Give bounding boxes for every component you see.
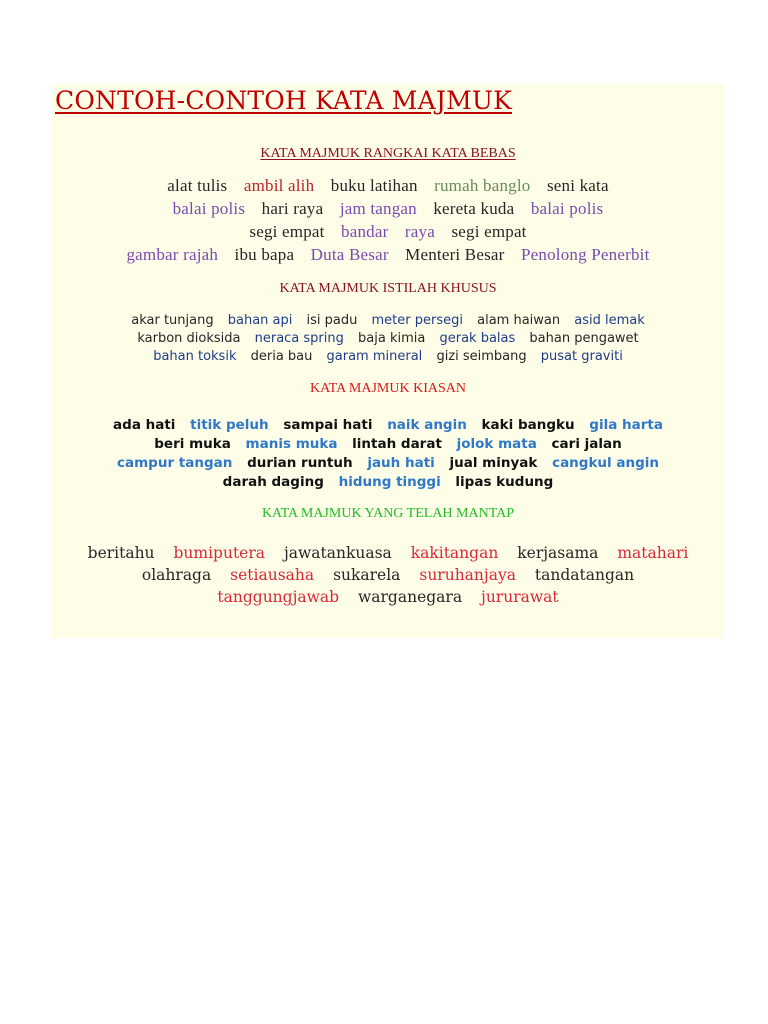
word-item: jawatankuasa	[283, 544, 392, 562]
word-item: isi padu	[306, 313, 358, 328]
content-panel	[52, 84, 724, 638]
word-row	[52, 566, 724, 584]
word-item: sukarela	[333, 566, 401, 584]
word-item: gerak balas	[439, 331, 516, 346]
word-item: rumah banglo	[434, 176, 531, 195]
word-row	[52, 349, 724, 364]
word-item: kereta kuda	[433, 199, 515, 218]
word-item: Duta Besar	[310, 245, 389, 264]
word-item: warganegara	[358, 588, 463, 606]
word-row	[52, 455, 724, 471]
word-item: jolok mata	[456, 436, 537, 452]
section-heading-rangkai-kata-bebas: KATA MAJMUK RANGKAI KATA BEBAS	[260, 146, 516, 161]
word-item: ada hati	[113, 417, 176, 433]
word-item: darah daging	[222, 474, 324, 490]
word-item: titik peluh	[190, 417, 269, 433]
word-row	[52, 331, 724, 346]
word-item: meter persegi	[371, 313, 463, 328]
word-item: balai polis	[172, 199, 246, 218]
word-item: pusat graviti	[540, 349, 623, 364]
word-item: lipas kudung	[455, 474, 554, 490]
page-title: CONTOH-CONTOH KATA MAJMUK	[55, 86, 513, 115]
word-item: bandar	[341, 222, 389, 241]
word-item: jam tangan	[339, 199, 417, 218]
word-item: kerjasama	[517, 544, 599, 562]
word-item: balai polis	[530, 199, 604, 218]
word-item: asid lemak	[574, 313, 645, 328]
word-item: jual minyak	[449, 455, 538, 471]
word-row	[52, 199, 724, 219]
word-item: beri muka	[154, 436, 231, 452]
word-item: lintah darat	[352, 436, 442, 452]
word-item: manis muka	[245, 436, 338, 452]
word-item: baja kimia	[358, 331, 426, 346]
word-item: gila harta	[589, 417, 663, 433]
word-row	[52, 176, 724, 196]
word-item: bumiputera	[173, 544, 266, 562]
word-item: Penolong Penerbit	[520, 245, 650, 264]
word-item: segi empat	[451, 222, 527, 241]
word-item: seni kata	[546, 176, 609, 195]
word-item: alat tulis	[167, 176, 228, 195]
word-item: matahari	[617, 544, 689, 562]
word-item: Menteri Besar	[405, 245, 505, 264]
word-item: kaki bangku	[481, 417, 575, 433]
word-item: bahan toksik	[153, 349, 237, 364]
word-item: beritahu	[87, 544, 155, 562]
word-item: cari jalan	[551, 436, 622, 452]
word-item: cangkul angin	[552, 455, 659, 471]
word-item: alam haiwan	[477, 313, 561, 328]
word-item: jauh hati	[367, 455, 435, 471]
word-row	[52, 245, 724, 265]
word-item: raya	[404, 222, 435, 241]
word-row	[52, 588, 724, 606]
section-heading-kiasan: KATA MAJMUK KIASAN	[309, 381, 466, 396]
word-item: karbon dioksida	[137, 331, 241, 346]
word-item: ibu bapa	[234, 245, 295, 264]
word-item: hari raya	[261, 199, 324, 218]
word-item: bahan pengawet	[529, 331, 639, 346]
section-heading-telah-mantap: KATA MAJMUK YANG TELAH MANTAP	[261, 506, 515, 521]
word-item: hidung tinggi	[338, 474, 441, 490]
word-item: jururawat	[481, 588, 559, 606]
word-item: tandatangan	[534, 566, 635, 584]
word-item: neraca spring	[254, 331, 344, 346]
word-item: kakitangan	[410, 544, 499, 562]
section-heading-istilah-khusus: KATA MAJMUK ISTILAH KHUSUS	[279, 281, 497, 296]
word-item: garam mineral	[326, 349, 423, 364]
word-item: buku latihan	[330, 176, 418, 195]
word-row	[52, 474, 724, 490]
word-item: sampai hati	[283, 417, 373, 433]
word-item: deria bau	[250, 349, 313, 364]
word-item: gambar rajah	[126, 245, 219, 264]
word-item: bahan api	[227, 313, 293, 328]
word-row	[52, 417, 724, 433]
word-item: olahraga	[141, 566, 212, 584]
word-item: gizi seimbang	[436, 349, 527, 364]
word-item: naik angin	[387, 417, 467, 433]
word-item: segi empat	[249, 222, 325, 241]
word-item: tanggungjawab	[217, 588, 340, 606]
word-row	[52, 544, 724, 562]
word-row	[52, 436, 724, 452]
word-item: ambil alih	[243, 176, 315, 195]
word-item: suruhanjaya	[419, 566, 516, 584]
word-row	[52, 222, 724, 242]
word-item: setiausaha	[230, 566, 315, 584]
word-item: akar tunjang	[131, 313, 214, 328]
word-row	[52, 313, 724, 328]
word-item: durian runtuh	[247, 455, 353, 471]
word-item: campur tangan	[116, 455, 233, 471]
